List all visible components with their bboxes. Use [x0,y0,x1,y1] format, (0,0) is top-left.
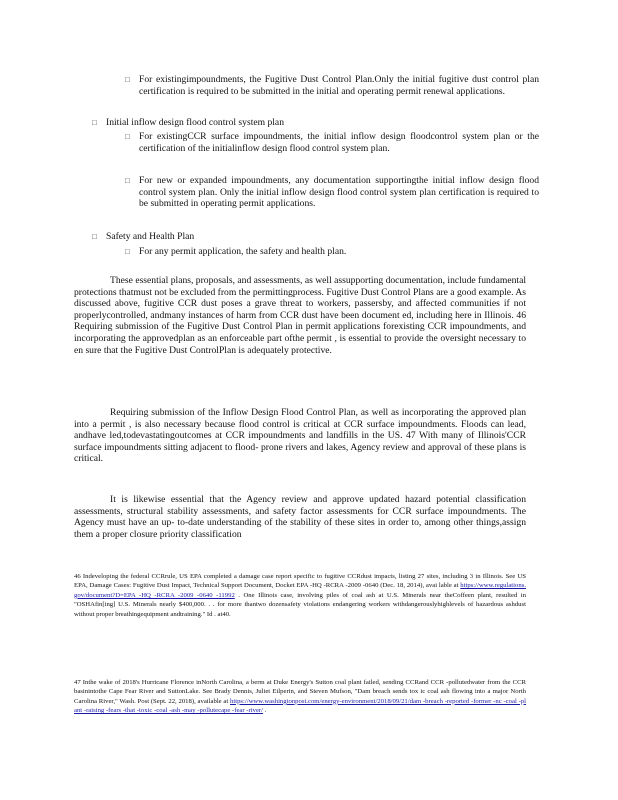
bullet-text: For existingCCR surface impoundments, the initial inflow design floodcontrol system plan or the certification of the initialinflow design flood control system plan. [139,131,539,154]
paragraph-hazard-assessments: It is likewise essential that the Agency review and approve updated hazard potential classification assessments, structural stability assessments, and safety factor assessments for CCR surface impoundments. The Agency must have an up- to-date understanding of the stability of these sites in order to, among other things,assign them a proper closure priority classification [74,494,526,540]
bullet-text: For new or expanded impoundments, any documentation supportingthe initial inflow design flood control system plan. Only the initial inflow design flood control system plan certification is required to be submitted in operating permit applications. [139,175,539,210]
bullet-text: For any permit application, the safety and health plan. [139,246,347,257]
paragraph-essential-plans: These essential plans, proposals, and assessments, as well assupporting documentation, include fundamental protections thatmust not be excluded from the permittingprocess. Fugitive Dust Control Plans are a good example. As discussed above, fugitive CCR dust poses a grave threat to workers, passersby, and affected communities if not properlycontrolled, andmany instances of harm from CCR dust have been document ed, including here in Illinois. 46 Requiring submission of the Fugitive Dust Control Plan in permit applications forexisting CCR impoundments, and incorporating the approvedplan as an enforceable part ofthe permit , is essential to provide the oversight necessary to en sure that the Fugitive Dust ControlPlan is adequately protective. [74,275,526,356]
bullet-existing-ccr-impoundments [125,131,539,154]
bullet-text: Initial inflow design flood control system plan [106,117,284,128]
footnote-47-link[interactable]: https://www.washingtonpost.com/energy-environment/2018/09/21/dam -breach -reported -former -nc -coal -plant -raising -fears -that -toxic -coal -ash -may -pollutecape -fear -river/ [74,697,527,715]
footnote-46-link[interactable]: https://www.regulations.gov/document?D=EPA -HQ -RCRA -2009 -0640 -11992 [74,582,526,599]
footnote-47-tail: . [264,707,267,715]
bullet-marker: □ [125,247,130,256]
paragraph-inflow-flood-control: Requiring submission of the Inflow Design Flood Control Plan, as well as incorporating the approved plan into a permit , is also necessary because flood control is critical at CCR surface impoundments. Floods can lead, andhave led,todevastatingoutcomes at CCR impoundments and landfills in the US. 47 With many of Illinois'CCR surface impoundments sitting adjacent to flood- prone rivers and lakes, Agency review and approval of these plans is critical. [74,407,526,465]
bullet-any-permit-application [125,246,539,258]
footnote-46 [74,572,526,619]
bullet-marker: □ [125,75,130,84]
footnote-47-text: 47 Inthe wake of 2018's Hurricane Florence inNorth Carolina, a berm at Duke Energy's Sutton coal plant failed, sending CCRand CCR -pollutedwater from the CCR basinintothe Cape Fear River and SuttonLake. See Brady Dennis, Juliet Eilperin, and Steven Mufson, "Dam breach sends tox ic coal ash flowing into a major North Carolina River," Wash. Post (Sept. 22, 2018), available at [74,679,526,705]
bullet-marker: □ [125,132,130,141]
bullet-text: Safety and Health Plan [106,231,195,242]
bullet-marker: □ [125,176,130,185]
footnote-46-tail: . One Illinois case, involving piles of coal ash at U.S. Minerals near theCoffeen plant, resulted in "OSHAfin[ing] U.S. Minerals nearly $400,000. . . for more thantwo dozensafety violations endangering workers withdangerouslyhighlevels of hazardous ashdust without proper breathingequipment andtraining." Id . at40. [74,591,526,618]
bullet-text: For existingimpoundments, the Fugitive Dust Control Plan.Only the initial fugitive dust control plan certification is required to be submitted in the initial and operating permit renewal applications. [139,74,539,97]
bullet-marker: □ [92,118,97,127]
bullet-marker: □ [92,232,97,241]
bullet-safety-health-plan [92,231,539,243]
footnote-46-text: 46 Indeveloping the federal CCRrule, US EPA completed a damage case report specific to fugitive CCRdust impacts, listing 27 sites, including 3 in Illinois. See US EPA, Damage Cases: Fugitive Dust Impact, Technical Support Document, Docket EPA -HQ -RCRA -2009 -0640 (Dec. 18, 2014), avai lable at [74,573,526,590]
bullet-inflow-design-plan [92,117,539,129]
bullet-new-or-expanded [125,175,539,210]
footnote-47 [74,678,526,716]
bullet-existing-fugitive-dust [125,74,539,97]
